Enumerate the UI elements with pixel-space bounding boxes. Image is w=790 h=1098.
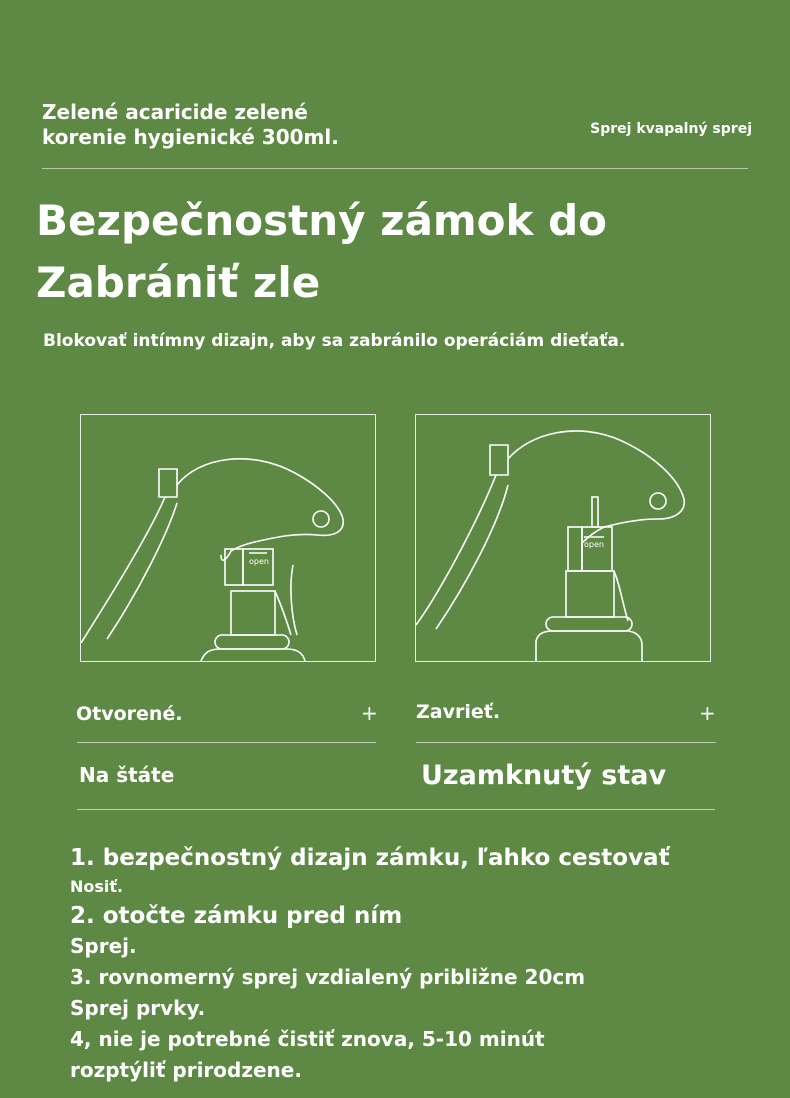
feature-3-line-1: 3. rovnomerný sprej vzdialený približne 20cm xyxy=(70,965,586,989)
spray-trigger-locked-icon xyxy=(416,415,710,661)
feature-list xyxy=(70,843,750,1086)
open-tag: open xyxy=(249,557,269,566)
feature-2-line-2: Sprej. xyxy=(70,934,137,958)
headline xyxy=(36,190,736,314)
feature-3-line-2: Sprej prvky. xyxy=(70,996,206,1020)
divider-left xyxy=(77,742,376,743)
headline-line-1: Bezpečnostný zámok do xyxy=(36,196,607,245)
headline-line-2: Zabrániť zle xyxy=(36,258,321,307)
feature-4-line-2: rozptýliť prirodzene. xyxy=(70,1058,302,1082)
locked-state-illustration xyxy=(415,414,711,662)
divider-right xyxy=(416,742,716,743)
divider-bottom xyxy=(77,809,715,810)
product-name: Zelené acaricide zelené korenie hygienické 300ml. xyxy=(42,100,339,149)
expand-close-icon[interactable]: + xyxy=(699,701,716,725)
open-state-illustration xyxy=(80,414,376,662)
feature-1-line-2: Nosiť. xyxy=(70,877,124,896)
expand-open-icon[interactable]: + xyxy=(361,701,378,725)
spray-trigger-open-icon xyxy=(81,415,375,661)
feature-4-line-1: 4, nie je potrebné čistiť znova, 5-10 minút xyxy=(70,1027,545,1051)
label-close: Zavrieť. xyxy=(416,701,501,723)
header-divider xyxy=(42,168,748,169)
subtitle: Blokovať intímny dizajn, aby sa zabránilo operáciám dieťaťa. xyxy=(43,331,626,351)
state-open: Na štáte xyxy=(79,763,175,787)
feature-2-line-1: 2. otočte zámku pred ním xyxy=(70,903,403,929)
product-type: Sprej kvapalný sprej xyxy=(590,121,752,137)
state-locked: Uzamknutý stav xyxy=(421,760,667,791)
open-tag: open xyxy=(584,540,604,549)
feature-1-line-1: 1. bezpečnostný dizajn zámku, ľahko cestovať xyxy=(70,845,670,871)
label-open: Otvorené. xyxy=(76,703,183,725)
